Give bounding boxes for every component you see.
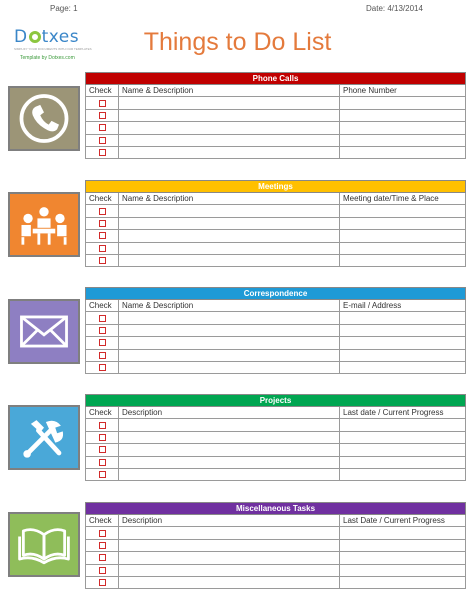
checkbox[interactable] — [99, 446, 106, 453]
text-cell[interactable] — [119, 254, 340, 266]
text-cell[interactable] — [340, 254, 466, 266]
text-cell[interactable] — [340, 539, 466, 551]
table-row — [86, 444, 466, 456]
checkbox[interactable] — [99, 124, 106, 131]
table-row — [86, 97, 466, 109]
checkbox[interactable] — [99, 257, 106, 264]
table-row — [86, 456, 466, 468]
text-cell[interactable] — [119, 97, 340, 109]
section-title: Meetings — [86, 181, 466, 193]
text-cell[interactable] — [340, 527, 466, 539]
table-row — [86, 146, 466, 158]
text-cell[interactable] — [119, 552, 340, 564]
table-row — [86, 527, 466, 539]
text-cell[interactable] — [340, 242, 466, 254]
logo-tagline: SIMPLIFY YOUR DOCUMENTS WITH OUR TEMPLATES — [14, 47, 92, 51]
checkbox[interactable] — [99, 245, 106, 252]
text-cell[interactable] — [340, 312, 466, 324]
text-cell[interactable] — [119, 146, 340, 158]
text-cell[interactable] — [119, 122, 340, 134]
text-cell[interactable] — [119, 419, 340, 431]
checkbox[interactable] — [99, 579, 106, 586]
text-cell[interactable] — [340, 134, 466, 146]
col-header-name: Name & Description — [119, 85, 340, 97]
checkbox[interactable] — [99, 315, 106, 322]
section-title: Miscellaneous Tasks — [86, 503, 466, 515]
col-header-check: Check — [86, 85, 119, 97]
text-cell[interactable] — [340, 564, 466, 576]
col-header-check: Check — [86, 515, 119, 527]
checkbox[interactable] — [99, 554, 106, 561]
logo-credit: Template by Dotxes.com — [20, 55, 75, 61]
text-cell[interactable] — [119, 312, 340, 324]
logo-wordmark: D txes — [14, 27, 80, 47]
phone-calls-table — [85, 72, 466, 159]
text-cell[interactable] — [119, 456, 340, 468]
table-row — [86, 134, 466, 146]
tools-icon — [8, 405, 80, 470]
text-cell[interactable] — [119, 468, 340, 480]
correspondence-table — [85, 287, 466, 374]
section-projects — [8, 394, 466, 484]
table-row — [86, 539, 466, 551]
table-row — [86, 349, 466, 361]
text-cell[interactable] — [119, 349, 340, 361]
table-row — [86, 431, 466, 443]
text-cell[interactable] — [340, 444, 466, 456]
table-row — [86, 324, 466, 336]
text-cell[interactable] — [340, 419, 466, 431]
section-meetings — [8, 180, 466, 270]
checkbox[interactable] — [99, 327, 106, 334]
text-cell[interactable] — [119, 539, 340, 551]
table-row — [86, 312, 466, 324]
col-header-phone: Phone Number — [340, 85, 466, 97]
text-cell[interactable] — [119, 564, 340, 576]
checkbox[interactable] — [99, 471, 106, 478]
phone-icon — [8, 86, 80, 151]
checkbox[interactable] — [99, 364, 106, 371]
checkbox[interactable] — [99, 542, 106, 549]
text-cell[interactable] — [340, 217, 466, 229]
table-row — [86, 254, 466, 266]
text-cell[interactable] — [119, 109, 340, 121]
page-date: Date: 4/13/2014 — [366, 4, 423, 13]
text-cell[interactable] — [340, 468, 466, 480]
section-correspondence — [8, 287, 466, 377]
col-header-name: Name & Description — [119, 300, 340, 312]
text-cell[interactable] — [119, 205, 340, 217]
table-row — [86, 564, 466, 576]
text-cell[interactable] — [340, 205, 466, 217]
text-cell[interactable] — [119, 576, 340, 588]
table-row — [86, 217, 466, 229]
checkbox[interactable] — [99, 149, 106, 156]
checkbox[interactable] — [99, 339, 106, 346]
table-row — [86, 468, 466, 480]
checkbox[interactable] — [99, 567, 106, 574]
checkbox[interactable] — [99, 137, 106, 144]
table-row — [86, 576, 466, 588]
col-header-progress: Last date / Current Progress — [340, 407, 466, 419]
text-cell[interactable] — [119, 217, 340, 229]
table-row — [86, 337, 466, 349]
checkbox[interactable] — [99, 422, 106, 429]
table-row — [86, 242, 466, 254]
meetings-table — [85, 180, 466, 267]
text-cell[interactable] — [119, 431, 340, 443]
col-header-name: Name & Description — [119, 193, 340, 205]
text-cell[interactable] — [340, 431, 466, 443]
text-cell[interactable] — [119, 230, 340, 242]
text-cell[interactable] — [340, 361, 466, 373]
checkbox[interactable] — [99, 208, 106, 215]
text-cell[interactable] — [340, 146, 466, 158]
text-cell[interactable] — [340, 552, 466, 564]
text-cell[interactable] — [340, 456, 466, 468]
meeting-icon — [8, 192, 80, 257]
text-cell[interactable] — [340, 337, 466, 349]
table-row — [86, 205, 466, 217]
section-phone-calls — [8, 72, 466, 162]
checkbox[interactable] — [99, 459, 106, 466]
col-header-check: Check — [86, 193, 119, 205]
table-row — [86, 122, 466, 134]
text-cell[interactable] — [119, 337, 340, 349]
text-cell[interactable] — [119, 242, 340, 254]
checkbox[interactable] — [99, 232, 106, 239]
text-cell[interactable] — [340, 230, 466, 242]
col-header-check: Check — [86, 300, 119, 312]
checkbox[interactable] — [99, 434, 106, 441]
text-cell[interactable] — [119, 361, 340, 373]
page-title: Things to Do List — [143, 28, 332, 56]
text-cell[interactable] — [340, 109, 466, 121]
table-row — [86, 419, 466, 431]
table-row — [86, 552, 466, 564]
section-title: Projects — [86, 395, 466, 407]
text-cell[interactable] — [340, 576, 466, 588]
section-miscellaneous — [8, 502, 466, 592]
text-cell[interactable] — [119, 134, 340, 146]
table-row — [86, 361, 466, 373]
projects-table — [85, 394, 466, 481]
text-cell[interactable] — [119, 527, 340, 539]
miscellaneous-table — [85, 502, 466, 589]
checkbox[interactable] — [99, 530, 106, 537]
checkbox[interactable] — [99, 352, 106, 359]
table-row — [86, 109, 466, 121]
text-cell[interactable] — [119, 444, 340, 456]
text-cell[interactable] — [340, 122, 466, 134]
envelope-icon — [8, 299, 80, 364]
checkbox[interactable] — [99, 220, 106, 227]
col-header-email: E-mail / Address — [340, 300, 466, 312]
text-cell[interactable] — [340, 97, 466, 109]
col-header-meeting: Meeting date/Time & Place — [340, 193, 466, 205]
section-title: Phone Calls — [86, 73, 466, 85]
col-header-progress: Last Date / Current Progress — [340, 515, 466, 527]
col-header-description: Description — [119, 515, 340, 527]
book-icon — [8, 512, 80, 577]
text-cell[interactable] — [119, 324, 340, 336]
col-header-description: Description — [119, 407, 340, 419]
text-cell[interactable] — [340, 324, 466, 336]
dotxes-logo — [14, 28, 94, 68]
col-header-check: Check — [86, 407, 119, 419]
checkbox[interactable] — [99, 112, 106, 119]
checkbox[interactable] — [99, 100, 106, 107]
text-cell[interactable] — [340, 349, 466, 361]
table-row — [86, 230, 466, 242]
section-title: Correspondence — [86, 288, 466, 300]
page-number: Page: 1 — [50, 4, 78, 13]
